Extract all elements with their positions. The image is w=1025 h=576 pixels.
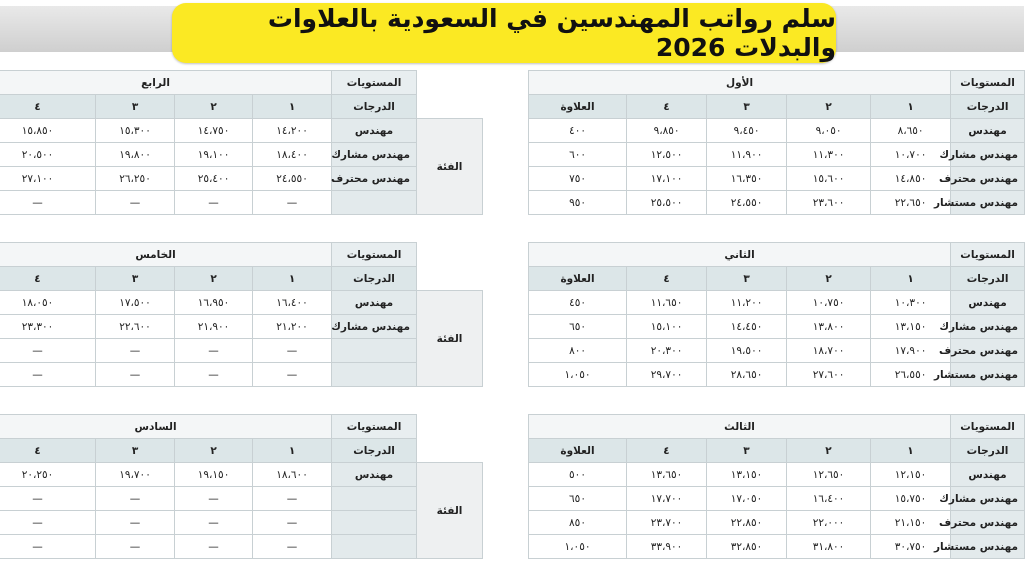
table-row	[0, 339, 483, 363]
cell: ١٤،٤٥٠	[707, 315, 787, 339]
row-label: مهندس مستشار	[951, 363, 1025, 387]
cell: ١١،٦٥٠	[627, 291, 707, 315]
cell: ٢٠،٥٠٠	[0, 143, 96, 167]
cell: —	[253, 535, 332, 559]
page-title: سلم رواتب المهندسين في السعودية بالعلاوات والبدلات 2026	[267, 4, 836, 62]
cell: ٢٨،٦٥٠	[707, 363, 787, 387]
row-label: مهندس	[332, 291, 417, 315]
cell: —	[96, 535, 175, 559]
cell: ١٧،٠٥٠	[707, 487, 787, 511]
row-label: مهندس محترف	[951, 167, 1025, 191]
cell: ٢٧،٦٠٠	[787, 363, 871, 387]
category-label: الفئة	[417, 119, 483, 215]
table-row	[0, 119, 483, 143]
cell: ٣٣،٩٠٠	[627, 535, 707, 559]
table-row	[0, 487, 483, 511]
cell: ٣٠،٧٥٠	[871, 535, 951, 559]
cell: ١١،٣٠٠	[787, 143, 871, 167]
grade-header: ٣	[96, 267, 175, 291]
levels-label: المستويات	[951, 243, 1025, 267]
salary-table-level-2	[528, 242, 1025, 387]
grade-header: ٢	[787, 439, 871, 463]
row-label: مهندس مشارك	[951, 315, 1025, 339]
salary-table-level-3	[528, 414, 1025, 559]
cell: ١٦،٣٥٠	[707, 167, 787, 191]
cell: —	[175, 363, 253, 387]
cell: ١،٠٥٠	[529, 535, 627, 559]
cell: ٢١،٢٠٠	[253, 315, 332, 339]
cell: ١٢،٦٥٠	[787, 463, 871, 487]
cell: ٥٠٠	[529, 463, 627, 487]
cell: —	[0, 363, 96, 387]
cell: ٢٥،٤٠٠	[175, 167, 253, 191]
cell: —	[175, 535, 253, 559]
table-row	[529, 291, 1025, 315]
cell: ١٨،٠٥٠	[0, 291, 96, 315]
cell: ٨٥٠	[529, 511, 627, 535]
table-row	[529, 143, 1025, 167]
grade-header: ٤	[627, 95, 707, 119]
cell: ١٨،٦٠٠	[253, 463, 332, 487]
levels-label: المستويات	[332, 71, 417, 95]
cell: ٢٢،٨٥٠	[707, 511, 787, 535]
grade-header: ٤	[0, 267, 96, 291]
cell: ٢١،١٥٠	[871, 511, 951, 535]
cell: ٧٥٠	[529, 167, 627, 191]
cell: —	[253, 511, 332, 535]
grade-header: ١	[253, 267, 332, 291]
cell: ٢٧،١٠٠	[0, 167, 96, 191]
table-row	[529, 511, 1025, 535]
table-row	[0, 463, 483, 487]
cell: —	[96, 487, 175, 511]
cell: ٢٣،٣٠٠	[0, 315, 96, 339]
cell: ١٤،٧٥٠	[175, 119, 253, 143]
cell: ١٧،٥٠٠	[96, 291, 175, 315]
row-label	[332, 511, 417, 535]
cell: ١٩،٥٠٠	[707, 339, 787, 363]
cell: —	[96, 363, 175, 387]
cell: —	[253, 487, 332, 511]
grade-header: ٤	[0, 95, 96, 119]
salary-table-level-4	[0, 70, 483, 215]
spacer	[417, 267, 483, 291]
cell: ٩،٨٥٠	[627, 119, 707, 143]
cell: —	[175, 191, 253, 215]
table-row	[0, 511, 483, 535]
table-row	[529, 191, 1025, 215]
cell: —	[96, 339, 175, 363]
cell: ١١،٢٠٠	[707, 291, 787, 315]
cell: —	[96, 191, 175, 215]
grades-label: الدرجات	[332, 95, 417, 119]
levels-label: المستويات	[332, 415, 417, 439]
table-row	[529, 119, 1025, 143]
table-row	[0, 191, 483, 215]
grade-header: ١	[253, 439, 332, 463]
table-row	[0, 143, 483, 167]
cell: —	[0, 191, 96, 215]
table-row	[0, 291, 483, 315]
cell: ٦٠٠	[529, 143, 627, 167]
cell: ١٨،٤٠٠	[253, 143, 332, 167]
row-label: مهندس مستشار	[951, 535, 1025, 559]
cell: ٢٤،٥٥٠	[253, 167, 332, 191]
cell: ٢٣،٦٠٠	[787, 191, 871, 215]
cell: ١٩،١٥٠	[175, 463, 253, 487]
cell: ١٤،٨٥٠	[871, 167, 951, 191]
row-label	[332, 363, 417, 387]
cell: ١٣،١٥٠	[707, 463, 787, 487]
cell: ١١،٩٠٠	[707, 143, 787, 167]
table-row	[529, 363, 1025, 387]
level-name: الأول	[529, 71, 951, 95]
cell: —	[253, 339, 332, 363]
spacer	[417, 243, 483, 267]
grades-label: الدرجات	[951, 439, 1025, 463]
spacer	[417, 95, 483, 119]
cell: ١٩،١٠٠	[175, 143, 253, 167]
cell: ١٥،٨٥٠	[0, 119, 96, 143]
table-row	[529, 463, 1025, 487]
cell: —	[0, 487, 96, 511]
allowance-header: العلاوة	[529, 95, 627, 119]
row-label	[332, 487, 417, 511]
table-row	[0, 535, 483, 559]
grade-header: ٤	[0, 439, 96, 463]
cell: —	[175, 511, 253, 535]
levels-label: المستويات	[332, 243, 417, 267]
title-banner	[172, 3, 836, 63]
table-row	[0, 167, 483, 191]
cell: ٤٥٠	[529, 291, 627, 315]
cell: ١٢،٥٠٠	[627, 143, 707, 167]
cell: ١٠،٣٠٠	[871, 291, 951, 315]
cell: ١٠،٧٥٠	[787, 291, 871, 315]
spacer	[417, 71, 483, 95]
cell: ٢٢،٦٥٠	[871, 191, 951, 215]
cell: ١٢،١٥٠	[871, 463, 951, 487]
cell: ٩،٤٥٠	[707, 119, 787, 143]
cell: ٢٩،٧٠٠	[627, 363, 707, 387]
grade-header: ٣	[707, 439, 787, 463]
cell: ٣٢،٨٥٠	[707, 535, 787, 559]
row-label: مهندس	[951, 119, 1025, 143]
level-name: الرابع	[0, 71, 332, 95]
row-label: مهندس مشارك	[332, 315, 417, 339]
grade-header: ١	[871, 95, 951, 119]
cell: ٢٢،٠٠٠	[787, 511, 871, 535]
cell: —	[96, 511, 175, 535]
cell: ١٠،٧٠٠	[871, 143, 951, 167]
cell: ١٩،٧٠٠	[96, 463, 175, 487]
row-label: مهندس محترف	[951, 339, 1025, 363]
cell: —	[0, 511, 96, 535]
allowance-header: العلاوة	[529, 267, 627, 291]
row-label	[332, 535, 417, 559]
grades-label: الدرجات	[332, 439, 417, 463]
cell: —	[0, 339, 96, 363]
grade-header: ١	[253, 95, 332, 119]
levels-label: المستويات	[951, 71, 1025, 95]
cell: ١٣،١٥٠	[871, 315, 951, 339]
grades-label: الدرجات	[332, 267, 417, 291]
row-label: مهندس مشارك	[951, 143, 1025, 167]
cell: ١٥،٧٥٠	[871, 487, 951, 511]
grades-label: الدرجات	[951, 267, 1025, 291]
cell: ٢١،٩٠٠	[175, 315, 253, 339]
cell: ٢٦،٥٥٠	[871, 363, 951, 387]
row-label	[332, 191, 417, 215]
level-name: السادس	[0, 415, 332, 439]
cell: ١٧،٩٠٠	[871, 339, 951, 363]
cell: ١٦،٤٠٠	[253, 291, 332, 315]
grade-header: ٣	[707, 95, 787, 119]
cell: ٢٥،٥٠٠	[627, 191, 707, 215]
grade-header: ١	[871, 267, 951, 291]
table-row	[529, 339, 1025, 363]
grade-header: ١	[871, 439, 951, 463]
table-row	[529, 535, 1025, 559]
cell: ٩٥٠	[529, 191, 627, 215]
cell: —	[175, 339, 253, 363]
cell: ٢٤،٥٥٠	[707, 191, 787, 215]
row-label	[332, 339, 417, 363]
cell: ١٤،٢٠٠	[253, 119, 332, 143]
table-row	[0, 315, 483, 339]
level-name: الثاني	[529, 243, 951, 267]
cell: ٢٢،٦٠٠	[96, 315, 175, 339]
cell: ٢٠،٣٠٠	[627, 339, 707, 363]
levels-label: المستويات	[951, 415, 1025, 439]
grade-header: ٢	[175, 439, 253, 463]
row-label: مهندس محترف	[332, 167, 417, 191]
cell: ٨٠٠	[529, 339, 627, 363]
spacer	[417, 439, 483, 463]
grade-header: ٣	[96, 439, 175, 463]
row-label: مهندس	[332, 463, 417, 487]
grade-header: ٤	[627, 439, 707, 463]
grade-header: ٢	[175, 267, 253, 291]
level-name: الخامس	[0, 243, 332, 267]
cell: ١٨،٧٠٠	[787, 339, 871, 363]
level-name: الثالث	[529, 415, 951, 439]
row-label: مهندس	[951, 463, 1025, 487]
cell: —	[0, 535, 96, 559]
salary-table-level-1	[528, 70, 1025, 215]
cell: ٢٦،٢٥٠	[96, 167, 175, 191]
cell: ٣١،٨٠٠	[787, 535, 871, 559]
grade-header: ٢	[175, 95, 253, 119]
grade-header: ٢	[787, 267, 871, 291]
cell: ٦٥٠	[529, 487, 627, 511]
row-label: مهندس مستشار	[951, 191, 1025, 215]
table-row	[0, 363, 483, 387]
cell: ١٩،٨٠٠	[96, 143, 175, 167]
table-row	[529, 487, 1025, 511]
cell: ٢٠،٢٥٠	[0, 463, 96, 487]
cell: ١٣،٦٥٠	[627, 463, 707, 487]
grade-header: ٤	[627, 267, 707, 291]
cell: —	[175, 487, 253, 511]
cell: ٤٠٠	[529, 119, 627, 143]
cell: ١٣،٨٠٠	[787, 315, 871, 339]
cell: —	[253, 363, 332, 387]
grade-header: ٣	[96, 95, 175, 119]
allowance-header: العلاوة	[529, 439, 627, 463]
cell: ١٥،١٠٠	[627, 315, 707, 339]
cell: ٢٣،٧٠٠	[627, 511, 707, 535]
cell: —	[253, 191, 332, 215]
table-row	[529, 167, 1025, 191]
cell: ٦٥٠	[529, 315, 627, 339]
cell: ٩،٠٥٠	[787, 119, 871, 143]
spacer	[417, 415, 483, 439]
category-label: الفئة	[417, 463, 483, 559]
row-label: مهندس مشارك	[332, 143, 417, 167]
cell: ٨،٦٥٠	[871, 119, 951, 143]
cell: ١٦،٩٥٠	[175, 291, 253, 315]
cell: ١٧،٧٠٠	[627, 487, 707, 511]
cell: ١٥،٦٠٠	[787, 167, 871, 191]
cell: ١٦،٤٠٠	[787, 487, 871, 511]
row-label: مهندس	[951, 291, 1025, 315]
row-label: مهندس محترف	[951, 511, 1025, 535]
row-label: مهندس	[332, 119, 417, 143]
salary-table-level-6	[0, 414, 483, 559]
cell: ١٥،٣٠٠	[96, 119, 175, 143]
category-label: الفئة	[417, 291, 483, 387]
row-label: مهندس مشارك	[951, 487, 1025, 511]
grade-header: ٢	[787, 95, 871, 119]
cell: ١،٠٥٠	[529, 363, 627, 387]
salary-table-level-5	[0, 242, 483, 387]
cell: ١٧،١٠٠	[627, 167, 707, 191]
grades-label: الدرجات	[951, 95, 1025, 119]
table-row	[529, 315, 1025, 339]
grade-header: ٣	[707, 267, 787, 291]
